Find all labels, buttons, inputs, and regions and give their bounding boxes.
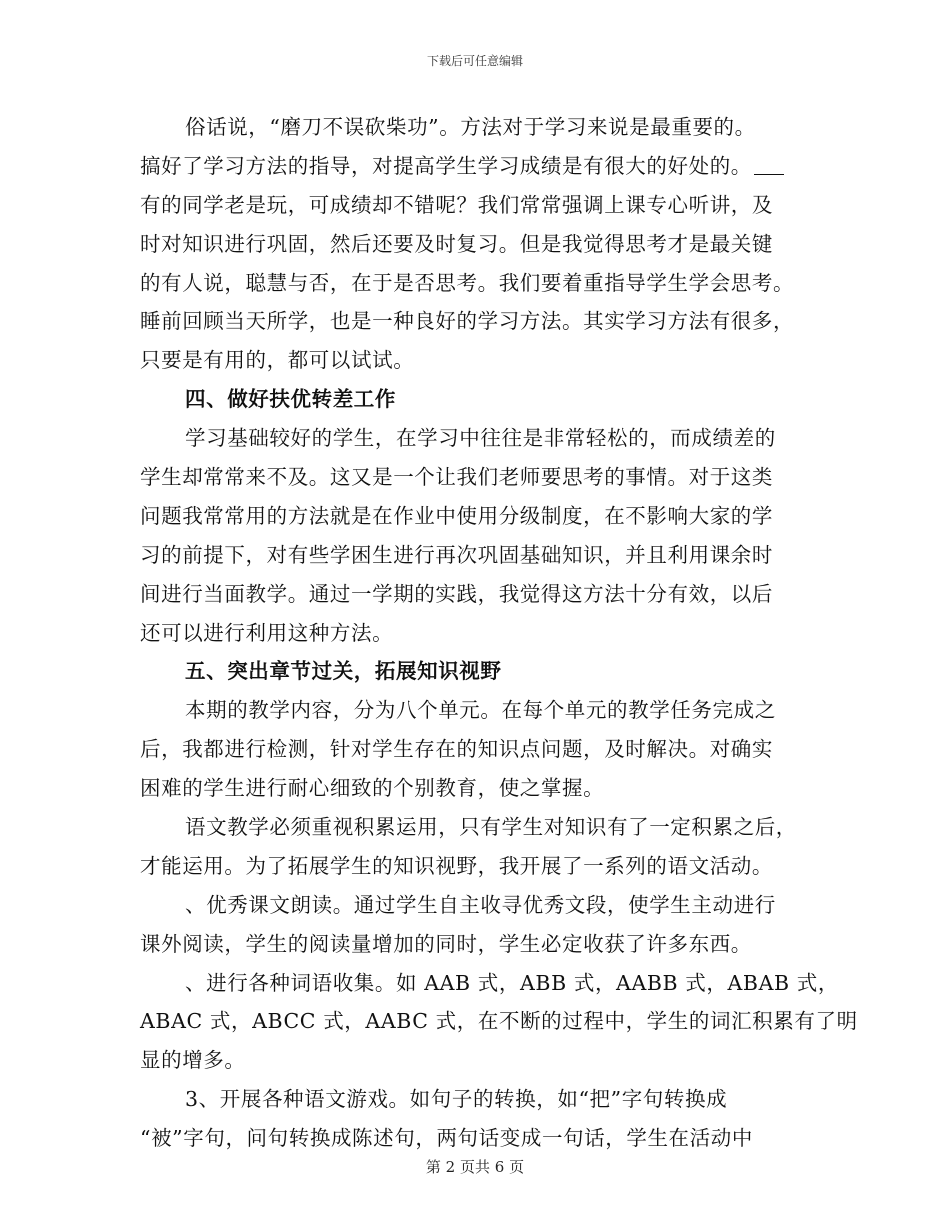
text-line <box>140 614 810 653</box>
document-body <box>140 108 858 1158</box>
line-text: 问题我常常用的方法就是在作业中使用分级制度，在不影响大家的学 <box>140 503 773 528</box>
line-text: 困难的学生进行耐心细致的个别教育，使之掌握。 <box>140 776 605 801</box>
line-text: 后，我都进行检测，针对学生存在的知识点问题，及时解决。对确实 <box>140 737 773 762</box>
line-text: 习的前提下，对有些学困生进行再次巩固基础知识，并且利用课余时 <box>140 542 773 567</box>
line-text: ABAC 式，ABCC 式，AABC 式，在不断的过程中，学生的词汇积累有了明 <box>140 1009 858 1034</box>
text-line <box>140 108 810 147</box>
line-text: 课外阅读，学生的阅读量增加的同时，学生必定收获了许多东西。 <box>140 931 752 956</box>
text-line <box>140 341 810 380</box>
line-text: 学习基础较好的学生，在学习中往往是非常轻松的，而成绩差的 <box>185 426 776 451</box>
text-line <box>140 575 810 614</box>
line-text: 3、开展各种语文游戏。如句子的转换，如“把”字句转换成 <box>185 1087 728 1112</box>
line-text: “被”字句，问句转换成陈述句，两句话变成一句话，学生在活动中 <box>140 1126 753 1151</box>
page-header: 下载后可任意编辑 <box>426 54 523 68</box>
text-line <box>140 186 810 225</box>
text-line <box>140 419 810 458</box>
line-text: 只要是有用的，都可以试试。 <box>140 348 415 373</box>
line-text: 五、突出章节过关，拓展知识视野 <box>185 659 502 684</box>
text-line <box>140 302 810 341</box>
line-text: 、优秀课文朗读。通过学生自主收寻优秀文段，使学生主动进行 <box>185 892 776 917</box>
line-text: 搞好了学习方法的指导，对提高学生学习成绩是有很大的好处的。 <box>140 153 752 178</box>
line-text: 四、做好扶优转差工作 <box>185 387 396 412</box>
text-line <box>140 497 810 536</box>
text-line <box>140 1041 810 1080</box>
page-footer: 第 2 页共 6 页 <box>425 1158 525 1176</box>
text-line <box>140 769 810 808</box>
text-line <box>140 847 810 886</box>
text-line <box>140 1080 810 1119</box>
text-line <box>140 1119 810 1158</box>
text-line <box>140 925 810 964</box>
line-text: 本期的教学内容，分为八个单元。在每个单元的教学任务完成之 <box>185 698 776 723</box>
fill-in-blank <box>754 154 784 175</box>
text-line <box>140 264 810 303</box>
line-text: 时对知识进行巩固，然后还要及时复习。但是我觉得思考才是最关键 <box>140 231 773 256</box>
text-line <box>140 730 810 769</box>
line-text: 显的增多。 <box>140 1048 246 1073</box>
text-line <box>140 536 810 575</box>
line-text: 睡前回顾当天所学，也是一种良好的学习方法。其实学习方法有很多， <box>140 309 795 334</box>
line-text: 、进行各种词语收集。如 AAB 式，ABB 式，AABB 式，ABAB 式， <box>185 970 839 995</box>
line-text: 俗话说，“磨刀不误砍柴功”。方法对于学习来说是最重要的。 <box>185 115 756 139</box>
text-line <box>140 147 810 186</box>
text-line <box>140 1002 858 1041</box>
section-heading <box>140 380 810 419</box>
text-line <box>140 458 810 497</box>
line-text: 才能运用。为了拓展学生的知识视野，我开展了一系列的语文活动。 <box>140 853 773 878</box>
line-text: 间进行当面教学。通过一学期的实践，我觉得这方法十分有效，以后 <box>140 581 773 606</box>
line-text: 学生却常常来不及。这又是一个让我们老师要思考的事情。对于这类 <box>140 465 773 490</box>
text-line <box>140 886 810 925</box>
line-text: 还可以进行利用这种方法。 <box>140 620 394 645</box>
line-text: 有的同学老是玩，可成绩却不错呢？我们常常强调上课专心听讲，及 <box>140 192 773 217</box>
text-line <box>140 964 839 1003</box>
section-heading <box>140 652 810 691</box>
line-text: 语文教学必须重视积累运用，只有学生对知识有了一定积累之后， <box>185 815 797 840</box>
line-text: 的有人说，聪慧与否，在于是否思考。我们要着重指导学生学会思考。 <box>140 270 795 295</box>
text-line <box>140 225 810 264</box>
text-line <box>140 808 810 847</box>
text-line <box>140 691 810 730</box>
